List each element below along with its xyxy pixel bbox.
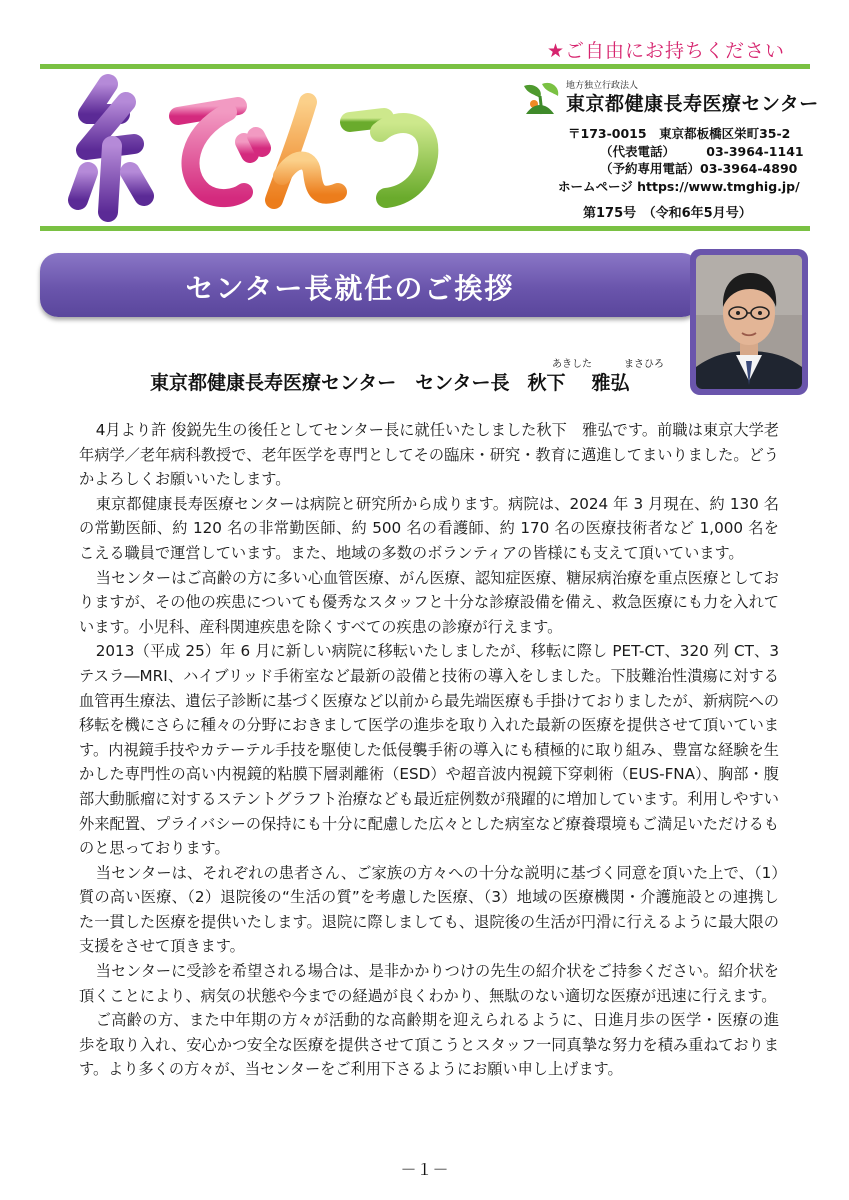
author-byline (150, 368, 630, 395)
paragraph: 東京都健康長寿医療センターは病院と研究所から成ります。病院は、2024 年 3 月現在、約 130 名の常勤医師、約 120 名の非常勤医師、約 500 名の看護師、約 170 名の医療技術者など 1,000 名をこえる職員で運営しています。また、地域の多数のボランティアの皆様にも支えて頂いています。 (79, 494, 779, 562)
author-given-name: 雅弘 (591, 372, 630, 394)
address: 〒173-0015 東京都板橋区栄町35-2 (568, 126, 791, 141)
homepage-url[interactable]: ホームページ https://www.tmghig.jp/ (558, 179, 800, 194)
article-title: センター長就任のご挨拶 (185, 272, 515, 305)
given-name-ruby: まさひろ (624, 359, 664, 370)
header-bottom-divider (40, 226, 810, 231)
author-surname: 秋下 (527, 372, 566, 394)
paragraph: ご高齢の方、また中年期の方々が活動的な高齢期を迎えられるように、日進月歩の医学・医療の進歩を取り入れ、安心かつ安全な医療を提供させて頂こうとスタッフ一同真摯な努力を積み重ねております。より多くの方々が、当センターをご利用下さるようにお願い申し上げます。 (79, 1011, 779, 1079)
organization-logo-icon (520, 80, 562, 116)
phone-reservation: （予約専用電話）03-3964-4890 (600, 161, 798, 176)
top-divider (40, 64, 810, 69)
newsletter-masthead-logo (68, 72, 448, 222)
paragraph: 当センターは、それぞれの患者さん、ご家族の方々への十分な説明に基づく同意を頂いた上で、（1）質の高い医療、（2）退院後の“生活の質”を考慮した医療、（3）地域の医療機関・介護施設との連携した一貫した医療を提供いたします。退院に際しましても、退院後の生活が円滑に行えるように最大限の支援をさせて頂きます。 (79, 863, 779, 956)
phone-main: （代表電話） 03-3964-1141 (600, 144, 804, 159)
paragraph: 2013（平成 25）年 6 月に新しい病院に移転いたしましたが、移転に際し PET-CT、320 列 CT、3 テスラ―MRI、ハイブリッド手術室など最新の設備と技術の導入をしました。下肢難治性潰瘍に対する血管再生療法、遺伝子診断に基づく医療など以前から最先端医療も手掛けておりましたが、新病院への移転を機にさらに種々の分野におきまして医学の進歩を取り入れた最新の医療を提供させて頂いています。内視鏡手技やカテーテル手技を駆使した低侵襲手術の導入にも積極的に取り組み、豊富な経験を生かした専門性の高い内視鏡的粘膜下層剥離術（ESD）や超音波内視鏡下穿刺術（EUS-FNA）、胸部・腹部大動脈瘤に対するステントグラフト治療なども最近症例数が飛躍的に増加しています。利用しやすい外来配置、プライバシーの保持にも十分に配慮した広々とした病室など療養環境もご満足いただけるものと思っております。 (79, 642, 779, 858)
author-affiliation: 東京都健康長寿医療センター センター長 (150, 372, 510, 394)
paragraph: 当センターはご高齢の方に多い心血管医療、がん医療、認知症医療、糖尿病治療を重点医療としておりますが、その他の疾患についても優秀なスタッフと十分な診療設備を備え、救急医療にも力を入れています。小児科、産科関連疾患を除くすべての疾患の診療が行えます。 (79, 568, 779, 636)
page-number: －１－ (400, 1160, 449, 1179)
organization-name: 東京都健康長寿医療センター (566, 93, 819, 115)
article-body (79, 418, 779, 1082)
director-photo-frame (690, 249, 808, 395)
issue-number: 第175号 （令和6年5月号） (583, 206, 752, 221)
paragraph: 当センターに受診を希望される場合は、是非かかりつけの先生の紹介状をご持参ください。紹介状を頂くことにより、病気の状態や今までの経過が良くわかり、無駄のない適切な医療が迅速に行えます。 (79, 962, 779, 1005)
surname-ruby: あきした (552, 359, 592, 370)
masthead-lettering (68, 72, 448, 222)
director-portrait (696, 255, 802, 389)
portrait-illustration (696, 255, 802, 389)
free-copy-notice: ★ご自由にお持ちください (546, 40, 785, 62)
organization-type: 地方独立行政法人 (566, 81, 639, 91)
title-banner (40, 253, 700, 317)
paragraph: 4月より許 俊鋭先生の後任としてセンター長に就任いたしました秋下 雅弘です。前職は東京大学老年病学／老年病科教授で、老年医学を専門としてその臨床・研究・教育に邁進してまいりました。どうかよろしくお願いいたします。 (79, 421, 779, 489)
